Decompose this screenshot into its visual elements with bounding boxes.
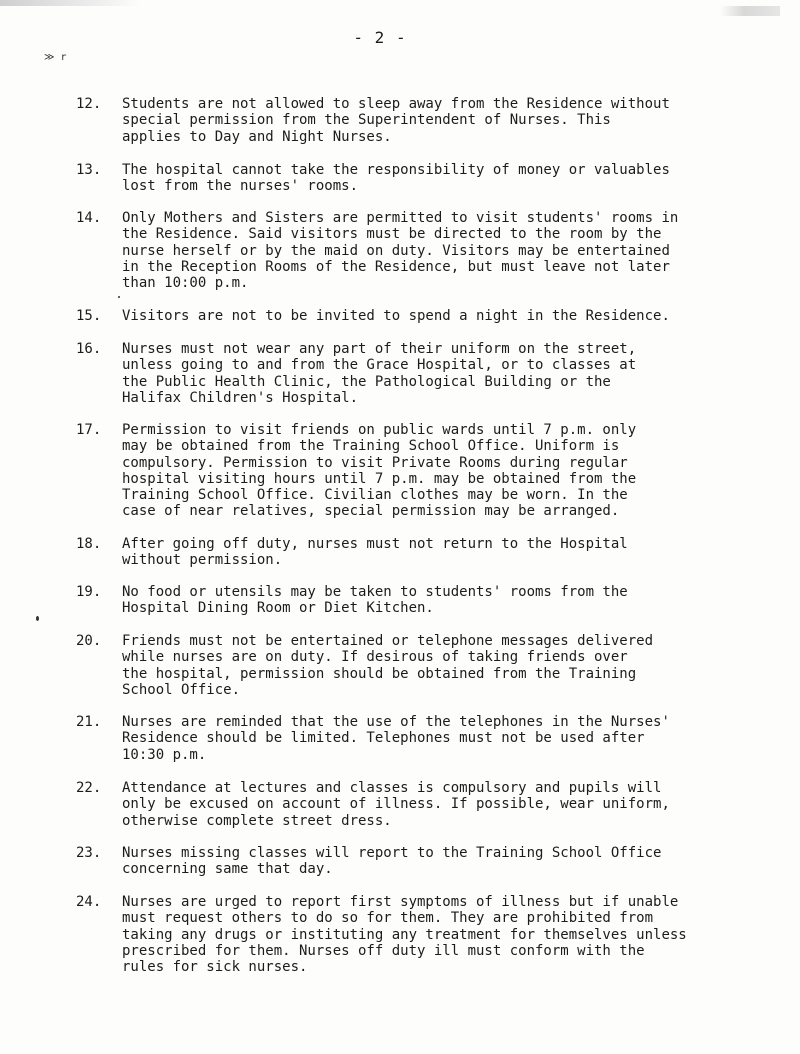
rule-number: 20. bbox=[76, 633, 102, 649]
ink-speck bbox=[118, 296, 120, 298]
margin-mark: ≫ r bbox=[44, 52, 67, 63]
page-number: - 2 - bbox=[353, 28, 407, 47]
rule-number: 23. bbox=[76, 845, 102, 861]
rule-text: Students are not allowed to sleep away from the Residence without special permission from the Superintendent of Nurses. This applies to Day and Night Nurses. bbox=[122, 96, 670, 145]
ink-speck bbox=[36, 616, 39, 621]
rule-number: 14. bbox=[76, 210, 102, 226]
rule-number: 24. bbox=[76, 894, 102, 910]
rule-text: Nurses are reminded that the use of the telephones in the Nurses' Residence should be limited. Telephones must not be used after 10:30 p.m. bbox=[122, 714, 670, 763]
rule-text: Visitors are not to be invited to spend a night in the Residence. bbox=[122, 308, 670, 324]
rule-text: Permission to visit friends on public wards until 7 p.m. only may be obtained from the Training School Office. Uniform is compulsory. Permission to visit Private Rooms during regular hospital visiting hours until 7 p.m. may be obtained from the Training School Office. Civilian clothes may be worn. In the case of near relatives, special permission may be arranged. bbox=[122, 422, 637, 520]
rule-text: After going off duty, nurses must not return to the Hospital without permission. bbox=[122, 536, 628, 569]
rule-text: Nurses are urged to report first symptoms of illness but if unable must request others to do so for them. They are prohibited from taking any drugs or instituting any treatment for themselves unless prescribed for them. Nurses off duty ill must conform with the rules for sick nurses. bbox=[122, 894, 687, 976]
rule-text: Friends must not be entertained or telephone messages delivered while nurses are on duty. If desirous of taking friends over the hospital, permission should be obtained from the Training School Office. bbox=[122, 633, 654, 698]
rule-number: 15. bbox=[76, 308, 102, 324]
rule-text: Attendance at lectures and classes is compulsory and pupils will only be excused on account of illness. If possible, wear uniform, otherwise complete street dress. bbox=[122, 780, 670, 829]
rule-text: Nurses missing classes will report to the Training School Office concerning same that day. bbox=[122, 845, 662, 878]
rule-number: 16. bbox=[76, 341, 102, 357]
rule-number: 18. bbox=[76, 536, 102, 552]
rule-number: 21. bbox=[76, 714, 102, 730]
rule-number: 19. bbox=[76, 584, 102, 600]
rule-text: Nurses must not wear any part of their uniform on the street, unless going to and from the Grace Hospital, or to classes at the Public Health Clinic, the Pathological Building or the Halifax Children's Hospital. bbox=[122, 341, 637, 406]
rule-text: No food or utensils may be taken to students' rooms from the Hospital Dining Room or Diet Kitchen. bbox=[122, 584, 628, 617]
rule-text: Only Mothers and Sisters are permitted to visit students' rooms in the Residence. Said visitors must be directed to the room by the nurse herself or by the maid on duty. Visitors may be entertained in the Reception Rooms of the Residence, but must leave not later than 10:00 p.m. bbox=[122, 210, 679, 292]
rule-number: 12. bbox=[76, 96, 102, 112]
scan-corner-artifact bbox=[720, 6, 780, 16]
rule-number: 17. bbox=[76, 422, 102, 438]
rule-text: The hospital cannot take the responsibility of money or valuables lost from the nurses' rooms. bbox=[122, 162, 670, 195]
rule-number: 13. bbox=[76, 162, 102, 178]
rule-number: 22. bbox=[76, 780, 102, 796]
scan-edge-artifact bbox=[0, 0, 140, 6]
